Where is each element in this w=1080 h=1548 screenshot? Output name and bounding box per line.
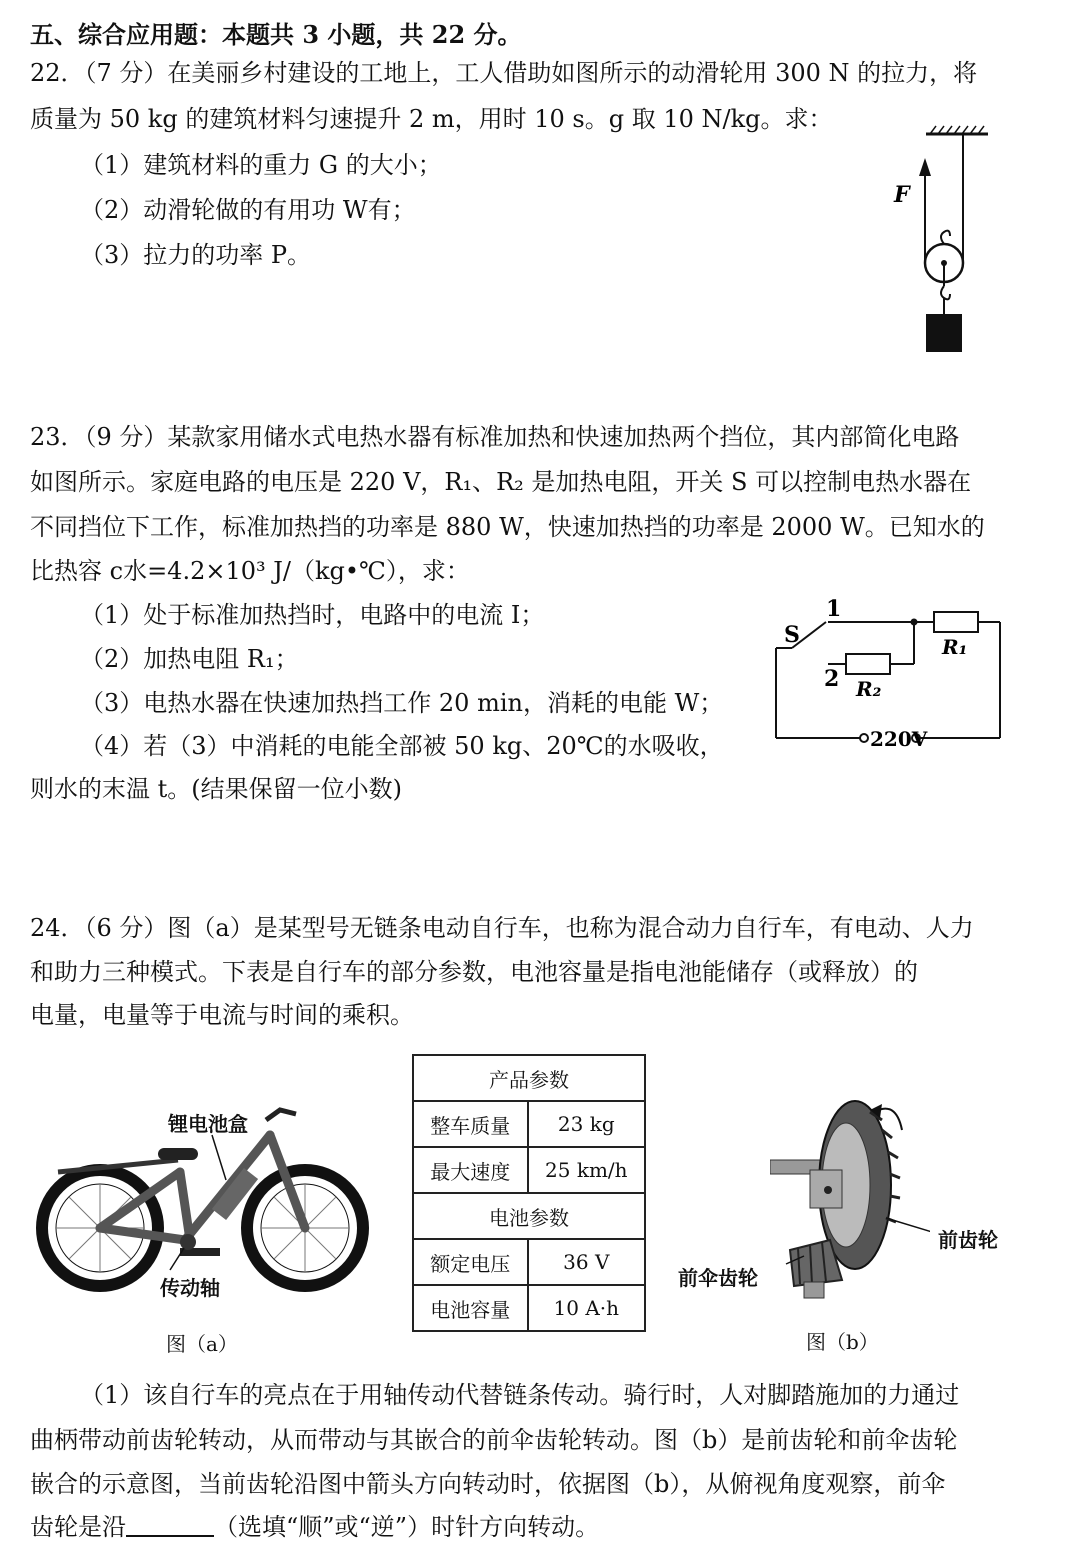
table-row (413, 1101, 645, 1147)
table-cell-value: 10 A·h (528, 1285, 645, 1331)
circuit-diagram (770, 590, 1010, 755)
front-gear-label: 前齿轮 (938, 1228, 998, 1252)
q24-sub1-line1: （1）该自行车的亮点在于用轴传动代替链条传动。骑行时，人对脚踏施加的力通过 (80, 1381, 960, 1409)
q24-sub1-line4 (30, 1512, 599, 1542)
table-cell-value: 25 km/h (528, 1147, 645, 1193)
table-row (413, 1239, 645, 1285)
q24-sub1-line2: 曲柄带动前齿轮转动，从而带动与其嵌合的前伞齿轮转动。图（b）是前齿轮和前伞齿轮 (30, 1426, 958, 1454)
force-arrow-icon (919, 158, 931, 176)
q23-sub2: （2）加热电阻 R₁； (80, 645, 299, 673)
q22-sub2: （2）动滑轮做的有用功 W有； (80, 196, 416, 224)
q22-sub1: （1）建筑材料的重力 G 的大小； (80, 151, 442, 179)
table-cell-value: 36 V (528, 1239, 645, 1285)
table-row (413, 1147, 645, 1193)
battery-box-label: 锂电池盒 (168, 1112, 248, 1136)
table-cell-key: 最大速度 (413, 1147, 528, 1193)
q23-sub4: （4）若（3）中消耗的电能全部被 50 kg、20℃的水吸收， (80, 732, 724, 760)
source-voltage-label: 220V (870, 727, 928, 751)
switch-label: S (784, 622, 800, 648)
bevel-gear-label: 前伞齿轮 (678, 1266, 758, 1290)
gear-figure (770, 1090, 930, 1300)
q23-sub3: （3）电热水器在快速加热挡工作 20 min，消耗的电能 W； (80, 689, 724, 717)
table-header-product: 产品参数 (413, 1055, 645, 1101)
q24-line3: 电量，电量等于电流与时间的乘积。 (30, 1001, 414, 1029)
pulley-figure (880, 118, 1010, 363)
table-cell-key: 额定电压 (413, 1239, 528, 1285)
q22-line2: 质量为 50 kg 的建筑材料匀速提升 2 m，用时 10 s。g 取 10 N/kg。求： (30, 105, 833, 133)
drive-shaft-label: 传动轴 (160, 1276, 220, 1300)
switch-pos2-label: 2 (824, 666, 840, 692)
q24-line2: 和助力三种模式。下表是自行车的部分参数，电池容量是指电池能储存（或释放）的 (30, 958, 918, 986)
force-label: F (894, 182, 910, 208)
answer-blank[interactable] (126, 1513, 214, 1537)
table-row (413, 1285, 645, 1331)
figure-b-caption: 图（b） (806, 1330, 879, 1354)
figure-a-caption: 图（a） (166, 1332, 238, 1356)
q23-line3: 不同挡位下工作，标准加热挡的功率是 880 W，快速加热挡的功率是 2000 W。已知水的 (30, 513, 985, 541)
table-cell-value: 23 kg (528, 1101, 645, 1147)
q22-sub3: （3）拉力的功率 P。 (80, 241, 312, 269)
table-cell-key: 整车质量 (413, 1101, 528, 1147)
q24-sub1-line4-start: 齿轮是沿 (30, 1513, 126, 1541)
q23-sub4b: 则水的末温 t。(结果保留一位小数) (30, 775, 402, 803)
table-cell-key: 电池容量 (413, 1285, 528, 1331)
q24-sub1-line3: 嵌合的示意图，当前齿轮沿图中箭头方向转动时，依据图（b），从俯视角度观察，前伞 (30, 1470, 946, 1498)
switch-pos1-label: 1 (826, 596, 842, 622)
q23-line1: 23．（9 分）某款家用储水式电热水器有标准加热和快速加热两个挡位，其内部简化电路 (30, 423, 960, 451)
table-header-battery: 电池参数 (413, 1193, 645, 1239)
r1-label: R₁ (942, 635, 968, 659)
q24-sub1-line4-end: （选填“顺”或“逆”）时针方向转动。 (214, 1513, 600, 1541)
q23-line4: 比热容 c水=4.2×10³ J/（kg•℃），求： (30, 557, 470, 585)
parameter-table (412, 1054, 646, 1332)
section-title: 五、综合应用题：本题共 3 小题，共 22 分。 (30, 20, 522, 49)
q24-line1: 24．（6 分）图（a）是某型号无链条电动自行车，也称为混合动力自行车，有电动、人力 (30, 914, 974, 942)
r2-label: R₂ (856, 677, 882, 701)
q23-line2: 如图所示。家庭电路的电压是 220 V，R₁、R₂ 是加热电阻，开关 S 可以控制电热水器在 (30, 468, 972, 496)
q23-sub1: （1）处于标准加热挡时，电路中的电流 I； (80, 601, 545, 629)
q22-line1: 22．（7 分）在美丽乡村建设的工地上，工人借助如图所示的动滑轮用 300 N 的拉力，将 (30, 59, 978, 87)
